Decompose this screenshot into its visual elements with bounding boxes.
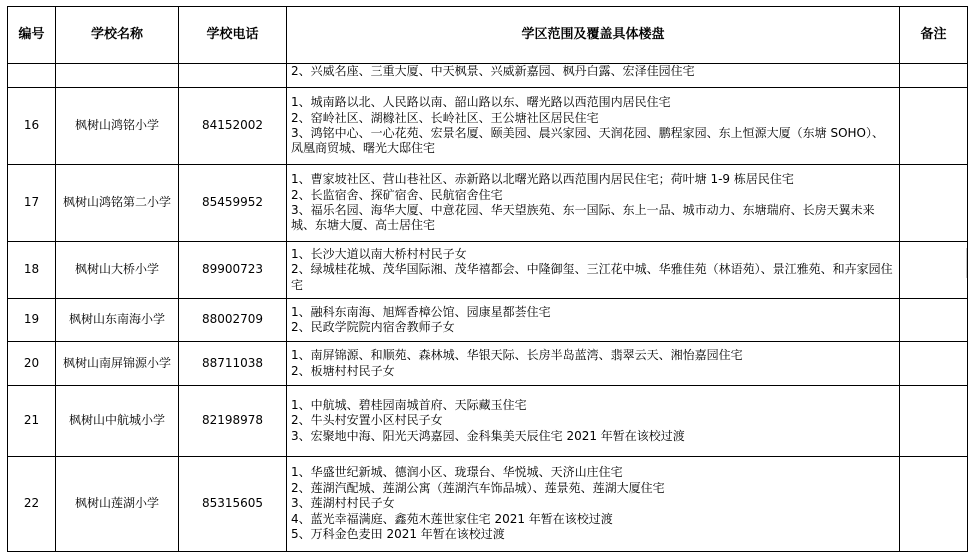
area-line: 1、中航城、碧桂园南城首府、天际藏玉住宅 <box>291 397 527 412</box>
row-school-phone: 84152002 <box>179 88 287 165</box>
row-district-area <box>287 165 900 242</box>
row-num: 20 <box>8 342 56 386</box>
school-district-table <box>7 6 968 552</box>
row-school-phone: 85315605 <box>179 457 287 552</box>
area-line: 2、绿城桂花城、茂华国际湘、茂华禧都会、中隆御玺、三江花中城、华雅佳苑（林语苑）、景江雅苑、和卉家园住宅 <box>291 262 893 292</box>
area-line: 4、蓝光幸福满庭、鑫苑木莲世家住宅 2021 年暂在该校过渡 <box>291 511 613 526</box>
area-line: 2、莲湖汽配城、莲湖公寓（莲湖汽车饰品城）、莲景苑、莲湖大厦住宅 <box>291 480 665 495</box>
header-num: 编号 <box>8 7 56 64</box>
area-line: 1、曹家坡社区、营山巷社区、赤新路以北曙光路以西范围内居民住宅；荷叶塘 1-9 栋居民住宅 <box>291 172 794 187</box>
partial-num <box>8 64 56 88</box>
row-school-name: 枫树山鸿铭小学 <box>56 88 179 165</box>
header-school-name: 学校名称 <box>56 7 179 64</box>
table-row <box>8 342 968 386</box>
table-row <box>8 88 968 165</box>
row-school-phone: 88711038 <box>179 342 287 386</box>
scrollbar-edge[interactable] <box>966 248 973 278</box>
header-school-phone: 学校电话 <box>179 7 287 64</box>
row-note <box>900 386 968 457</box>
area-line: 5、万科金色麦田 2021 年暂在该校过渡 <box>291 527 505 542</box>
row-school-name: 枫树山南屏锦源小学 <box>56 342 179 386</box>
partial-name <box>56 64 179 88</box>
table-row <box>8 299 968 342</box>
area-line: 3、宏聚地中海、阳光天鸿嘉园、金科集美天辰住宅 2021 年暂在该校过渡 <box>291 428 685 443</box>
row-note <box>900 342 968 386</box>
area-line: 3、莲湖村村民子女 <box>291 496 395 511</box>
row-district-area <box>287 88 900 165</box>
partial-area <box>287 64 900 88</box>
table-row <box>8 386 968 457</box>
row-school-phone: 85459952 <box>179 165 287 242</box>
row-school-phone: 89900723 <box>179 242 287 299</box>
row-num: 18 <box>8 242 56 299</box>
area-line: 3、鸿铭中心、一心花苑、宏景名厦、颐美园、晨兴家园、天润花园、鹏程家园、东上恒源大厦（东塘 SOHO）、凤凰商贸城、曙光大邸住宅 <box>291 126 884 156</box>
row-num: 21 <box>8 386 56 457</box>
area-line: 3、福乐名园、海华大厦、中意花园、华天望族苑、东一国际、东上一品、城市动力、东塘瑞府、长房天翼未来城、东塘大厦、高士居住宅 <box>291 203 875 233</box>
area-line: 1、长沙大道以南大桥村村民子女 <box>291 246 467 261</box>
row-school-phone: 88002709 <box>179 299 287 342</box>
header-note: 备注 <box>900 7 968 64</box>
row-note <box>900 457 968 552</box>
row-num: 22 <box>8 457 56 552</box>
row-district-area <box>287 386 900 457</box>
row-note <box>900 242 968 299</box>
row-num: 19 <box>8 299 56 342</box>
row-num: 17 <box>8 165 56 242</box>
partial-note <box>900 64 968 88</box>
partial-phone <box>179 64 287 88</box>
area-line: 1、融科东南海、旭辉香樟公馆、园康星都荟住宅 <box>291 304 551 319</box>
area-line: 2、民政学院院内宿舍教师子女 <box>291 320 455 334</box>
table-row <box>8 165 968 242</box>
header-row <box>8 7 968 64</box>
row-note <box>900 165 968 242</box>
row-district-area <box>287 457 900 552</box>
row-school-name: 枫树山莲湖小学 <box>56 457 179 552</box>
area-line: 2、板塘村村民子女 <box>291 363 395 378</box>
area-line: 2、窑岭社区、湖橼社区、长岭社区、王公塘社区居民住宅 <box>291 110 599 125</box>
row-school-name: 枫树山东南海小学 <box>56 299 179 342</box>
row-district-area <box>287 242 900 299</box>
header-district-area: 学区范围及覆盖具体楼盘 <box>287 7 900 64</box>
row-school-phone: 82198978 <box>179 386 287 457</box>
row-district-area <box>287 342 900 386</box>
row-school-name: 枫树山中航城小学 <box>56 386 179 457</box>
row-school-name: 枫树山大桥小学 <box>56 242 179 299</box>
area-line: 1、南屏锦源、和顺苑、森林城、华银天际、长房半岛蓝湾、翡翠云天、湘怡嘉园住宅 <box>291 348 743 363</box>
area-line: 1、华盛世纪新城、德润小区、珑璟台、华悦城、天济山庄住宅 <box>291 465 623 480</box>
row-school-name: 枫树山鸿铭第二小学 <box>56 165 179 242</box>
area-line: 1、城南路以北、人民路以南、韶山路以东、曙光路以西范围内居民住宅 <box>291 95 671 110</box>
row-district-area <box>287 299 900 342</box>
row-note <box>900 88 968 165</box>
table-row <box>8 242 968 299</box>
area-line: 2、兴威名座、三重大厦、中天枫景、兴威新嘉园、枫丹白露、宏泽佳园住宅 <box>291 64 695 78</box>
row-num: 16 <box>8 88 56 165</box>
table-row <box>8 457 968 552</box>
row-note <box>900 299 968 342</box>
area-line: 2、长监宿舍、探矿宿舍、民航宿舍住宅 <box>291 187 503 202</box>
partial-row <box>8 64 968 88</box>
area-line: 2、牛头村安置小区村民子女 <box>291 413 443 428</box>
